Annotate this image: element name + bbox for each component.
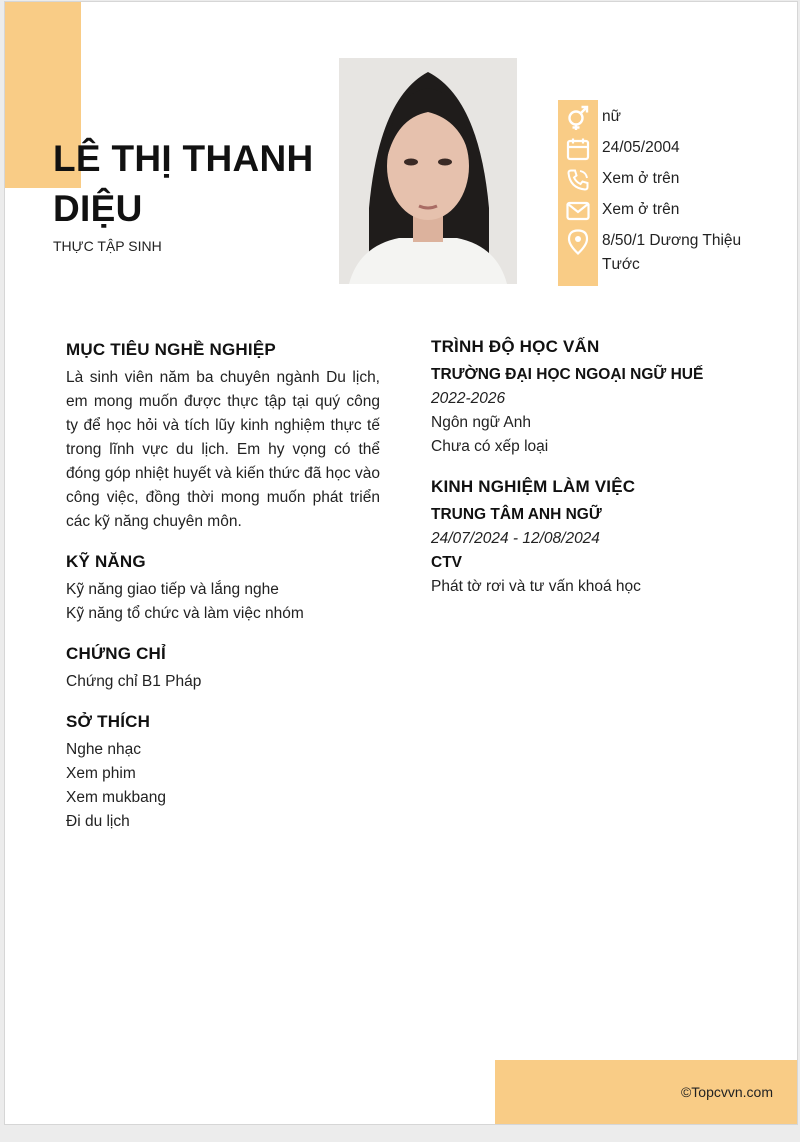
experience-description: Phát tờ rơi và tư vấn khoá học <box>431 578 641 595</box>
location-pin-icon <box>558 226 598 257</box>
skill-item: Kỹ năng tổ chức và làm việc nhóm <box>66 605 304 622</box>
contact-gender <box>558 102 788 133</box>
calendar-icon <box>558 133 598 164</box>
education-section <box>431 337 761 459</box>
hobby-item: Nghe nhạc <box>66 741 141 758</box>
contact-email-text: Xem ở trên <box>602 201 680 218</box>
candidate-name: LÊ THỊ THANH DIỆU <box>53 138 314 229</box>
experience-period: 24/07/2024 - 12/08/2024 <box>431 530 600 547</box>
skills-section <box>66 552 380 626</box>
objective-section <box>66 340 380 534</box>
skills-title: KỸ NĂNG <box>66 552 146 571</box>
contact-gender-text: nữ <box>602 108 621 125</box>
education-title: TRÌNH ĐỘ HỌC VẤN <box>431 337 600 356</box>
education-school: TRƯỜNG ĐẠI HỌC NGOẠI NGỮ HUẾ <box>431 366 704 383</box>
certificates-title: CHỨNG CHỈ <box>66 644 166 663</box>
profile-photo <box>339 58 517 284</box>
hobby-item: Xem mukbang <box>66 789 166 806</box>
contact-phone-text: Xem ở trên <box>602 170 680 187</box>
candidate-position: THỰC TẬP SINH <box>53 238 162 254</box>
contact-phone <box>558 164 788 195</box>
gender-icon <box>558 102 598 133</box>
footer-copyright[interactable]: ©Topcvvn.com <box>680 1084 773 1100</box>
contact-birthday-text: 24/05/2004 <box>602 139 680 156</box>
experience-title: KINH NGHIỆM LÀM VIỆC <box>431 477 636 496</box>
education-period: 2022-2026 <box>431 390 506 407</box>
left-column <box>66 340 380 852</box>
objective-text: Là sinh viên năm ba chuyên ngành Du lịch, em mong muốn được thực tập tại quý công ty để học hỏi và tích lũy kinh nghiệm thực tế trong lĩnh vực du lịch. Em hy vọng có thể đóng góp nhiệt huyết và kiến thức đã học vào công việc, đồng thời mong muốn phát triển các kỹ năng chuyên môn. <box>66 369 380 530</box>
education-grade: Chưa có xếp loại <box>431 438 549 455</box>
experience-company: TRUNG TÂM ANH NGỮ <box>431 506 602 523</box>
skill-item: Kỹ năng giao tiếp và lắng nghe <box>66 581 279 598</box>
contact-birthday <box>558 133 788 164</box>
experience-section <box>431 477 761 599</box>
contact-address <box>558 226 788 277</box>
hobby-item: Xem phim <box>66 765 136 782</box>
email-icon <box>558 195 598 226</box>
contact-email <box>558 195 788 226</box>
objective-title: MỤC TIÊU NGHỀ NGHIỆP <box>66 340 276 359</box>
certificates-section <box>66 644 380 694</box>
hobby-item: Đi du lịch <box>66 813 130 830</box>
phone-icon <box>558 164 598 195</box>
profile-photo-image <box>339 58 517 284</box>
contact-address-text: 8/50/1 Dương Thiệu Tước <box>602 232 742 273</box>
hobbies-section <box>66 712 380 834</box>
certificate-item: Chứng chỉ B1 Pháp <box>66 673 202 690</box>
hobbies-title: SỞ THÍCH <box>66 712 151 731</box>
right-column <box>431 337 761 617</box>
cv-page <box>4 1 798 1125</box>
experience-role: CTV <box>431 554 462 571</box>
education-major: Ngôn ngữ Anh <box>431 414 532 431</box>
